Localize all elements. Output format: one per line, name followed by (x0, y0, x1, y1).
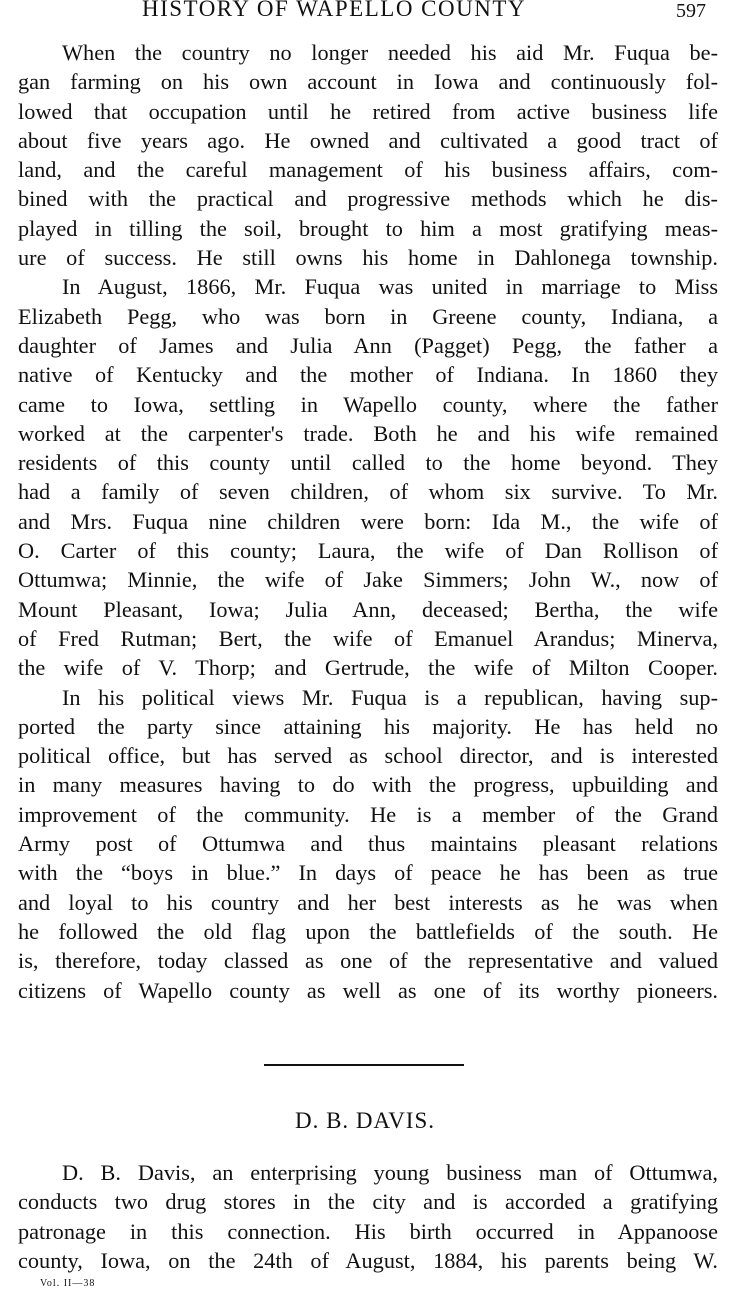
text-line: with the “boys in blue.” In days of peace he has been as true (18, 860, 718, 886)
text-line: In August, 1866, Mr. Fuqua was united in marriage to Miss (62, 274, 718, 300)
text-line: Mount Pleasant, Iowa; Julia Ann, deceased; Bertha, the wife (18, 596, 718, 622)
signature-mark: Vol. II—38 (40, 1278, 96, 1289)
text-line: the wife of V. Thorp; and Gertrude, the wife of Milton Cooper. (18, 655, 718, 681)
text-line: gan farming on his own account in Iowa and continuously fol- (18, 69, 718, 95)
page-number: 597 (676, 0, 706, 22)
text-line: land, and the careful management of his business affairs, com- (18, 157, 718, 183)
text-line: bined with the practical and progressive methods which he dis- (18, 186, 718, 212)
text-line: citizens of Wapello county as well as one of its worthy pioneers. (18, 977, 718, 1003)
section-heading: D. B. DAVIS. (294, 1108, 436, 1133)
section-divider (264, 1064, 464, 1066)
text-line: D. B. Davis, an enterprising young business man of Ottumwa, (62, 1160, 718, 1185)
text-line: daughter of James and Julia Ann (Pagget) Pegg, the father a (18, 332, 718, 358)
text-line: and loyal to his country and her best interests as he was when (18, 889, 718, 915)
text-line: political office, but has served as school director, and is interested (18, 743, 718, 769)
text-line: In his political views Mr. Fuqua is a republican, having sup- (62, 684, 718, 710)
text-line: had a family of seven children, of whom six survive. To Mr. (18, 479, 718, 505)
biography-fuqua-text (18, 38, 718, 1005)
text-line: he followed the old flag upon the battlefields of the south. He (18, 918, 718, 944)
text-line: Army post of Ottumwa and thus maintains pleasant relations (18, 831, 718, 857)
running-head (0, 0, 730, 24)
text-line: in many measures having to do with the progress, upbuilding and (18, 772, 718, 798)
text-line: Ottumwa; Minnie, the wife of Jake Simmers; John W., now of (18, 567, 718, 593)
text-line: conducts two drug stores in the city and is accorded a gratifying (18, 1189, 718, 1215)
text-line: O. Carter of this county; Laura, the wife of Dan Rollison of (18, 538, 718, 564)
text-line: ure of success. He still owns his home in Dahlonega township. (18, 245, 718, 271)
text-line: worked at the carpenter's trade. Both he and his wife remained (18, 420, 718, 446)
text-line: county, Iowa, on the 24th of August, 1884, his parents being W. (18, 1247, 718, 1273)
text-line: came to Iowa, settling in Wapello county, where the father (18, 391, 718, 417)
text-line: about five years ago. He owned and cultivated a good tract of (18, 127, 718, 153)
text-line: ported the party since attaining his majority. He has held no (18, 713, 718, 739)
text-line: of Fred Rutman; Bert, the wife of Emanuel Arandus; Minerva, (18, 625, 718, 651)
text-line: When the country no longer needed his aid Mr. Fuqua be- (62, 40, 718, 65)
text-line: patronage in this connection. His birth occurred in Appanoose (18, 1218, 718, 1244)
text-line: residents of this county until called to the home beyond. They (18, 450, 718, 476)
text-line: lowed that occupation until he retired from active business life (18, 98, 718, 124)
text-line: Elizabeth Pegg, who was born in Greene county, Indiana, a (18, 303, 718, 329)
running-title: HISTORY OF WAPELLO COUNTY (142, 0, 527, 21)
text-line: native of Kentucky and the mother of Indiana. In 1860 they (18, 362, 718, 388)
text-line: is, therefore, today classed as one of the representative and valued (18, 948, 718, 974)
text-line: and Mrs. Fuqua nine children were born: Ida M., the wife of (18, 508, 718, 534)
text-line: improvement of the community. He is a member of the Grand (18, 801, 718, 827)
text-line: played in tilling the soil, brought to him a most gratifying meas- (18, 215, 718, 241)
biography-davis-text (18, 1158, 718, 1275)
